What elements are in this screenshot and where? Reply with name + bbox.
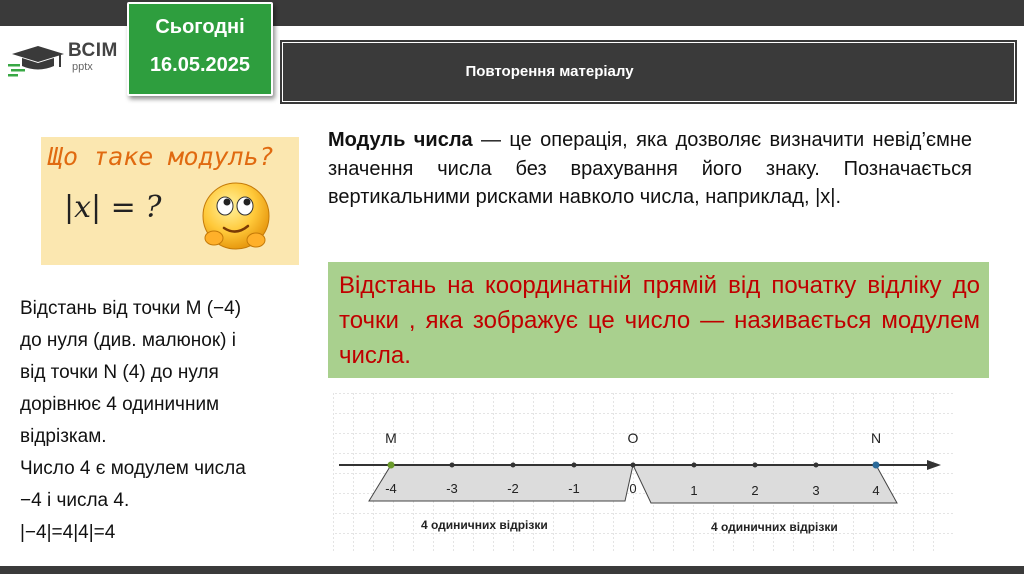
- tick-label: 0: [629, 481, 637, 496]
- right-distance-region: [633, 465, 897, 503]
- point-label-m: M: [385, 430, 397, 446]
- point-label-n: N: [870, 430, 882, 446]
- left-distance-region: [369, 465, 633, 501]
- date-value: 16.05.2025: [149, 54, 251, 76]
- tick-label: -1: [568, 481, 580, 496]
- explanation-text: [20, 293, 310, 549]
- number-line-figure: [333, 393, 953, 551]
- explanation-line: дорівнює 4 одиничним: [20, 394, 220, 415]
- left-caption: 4 одиничних відрізки: [421, 518, 548, 532]
- tick-label: 4: [872, 483, 880, 498]
- tick-label: 3: [812, 483, 820, 498]
- tick-label: -2: [507, 481, 519, 496]
- tick-label: 2: [751, 483, 759, 498]
- explanation-line: від точки N (4) до нуля: [20, 362, 219, 383]
- slide-title: Повторення матеріалу: [465, 63, 634, 80]
- explanation-line: |−4|=4|4|=4: [20, 522, 116, 543]
- point-label-o: O: [627, 430, 639, 446]
- explanation-line: −4 і числа 4.: [20, 490, 130, 511]
- explanation-line: до нуля (див. малюнок) і: [20, 330, 237, 351]
- date-label: Сьогодні: [155, 16, 245, 38]
- bottom-bar: [0, 566, 1024, 574]
- right-caption: 4 одиничних відрізки: [711, 520, 838, 534]
- modulus-formula: |x| = ?: [64, 190, 162, 225]
- logo-subtext: pptx: [72, 61, 93, 73]
- logo-text: ВСІМ: [68, 40, 118, 61]
- explanation-line: відрізкам.: [20, 426, 107, 447]
- definition-paragraph: [328, 126, 972, 212]
- highlight-text: Відстань на координатній прямій від початку відліку до точки , яка зображує це число — називається модулем числа.: [339, 272, 980, 369]
- tick-label: -4: [385, 481, 397, 496]
- explanation-line: Відстань від точки M (−4): [20, 298, 242, 319]
- definition-term: Модуль числа: [328, 129, 473, 151]
- definition-text: — це операція, яка дозволяє визначити невід’ємне значення числа без врахування його знаку. Позначається вертикальними рисками навколо числа, наприклад, |x|.: [328, 129, 973, 208]
- thinking-face-icon: [198, 178, 274, 254]
- tick-label: -3: [446, 481, 458, 496]
- explanation-line: Число 4 є модулем числа: [20, 458, 246, 479]
- date-badge: [127, 2, 273, 96]
- tick-label: 1: [690, 483, 698, 498]
- question-text: Що таке модуль?: [48, 142, 274, 171]
